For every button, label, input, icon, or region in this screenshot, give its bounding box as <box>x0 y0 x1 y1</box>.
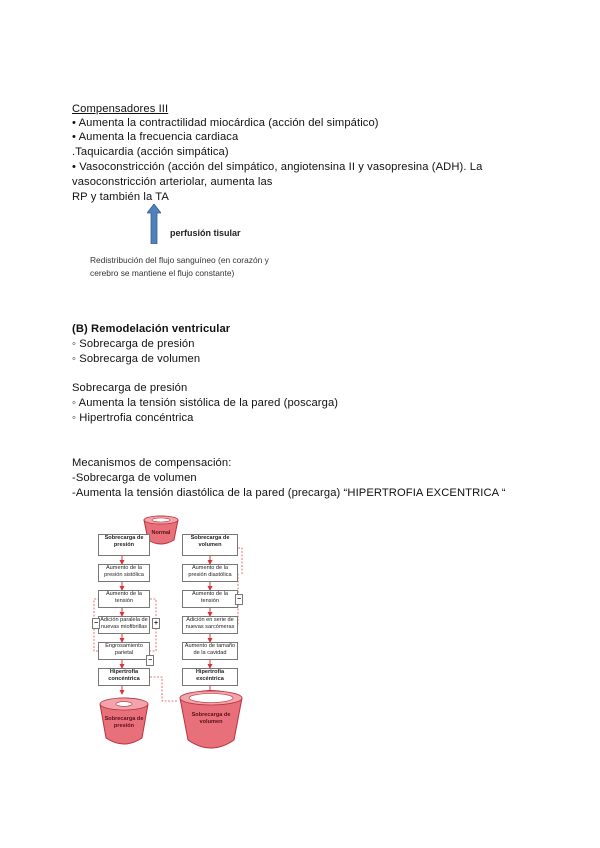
compensadores-line-6: RP y también la TA <box>72 191 169 203</box>
remodelacion-item-1: ◦ Sobrecarga de presión <box>72 338 195 350</box>
section-title-compensadores: Compensadores III <box>72 103 169 115</box>
hypertrophy-diagram <box>92 514 352 762</box>
box-left-6: Hipertrofia concéntrica <box>98 668 150 686</box>
presion-item-2: ◦ Hipertrofia concéntrica <box>72 412 194 424</box>
redistribution-text: Redistribución del flujo sanguíneo (en corazón y cerebro se mantiene el flujo constante) <box>90 255 269 278</box>
box-right-2: Aumento de la presión diastólica <box>182 564 238 582</box>
box-right-5: Aumento de tamaño de la cavidad <box>182 642 238 660</box>
pressure-heart-label: Sobrecarga de presión <box>104 716 144 729</box>
compensadores-line-1: • Aumenta la contractilidad miocárdica (acción del simpático) <box>72 117 379 129</box>
box-right-3: Aumento de la tensión <box>182 590 238 608</box>
minus-marker-right: − <box>236 596 242 603</box>
box-left-4: Adición paralela de nuevas miofibrillas <box>98 616 150 634</box>
box-left-1: Sobrecarga de presión <box>98 534 150 556</box>
compensadores-line-5: vasoconstricción arteriolar, aumenta las <box>72 176 273 188</box>
section-title-remodelacion: (B) Remodelación ventricular <box>72 323 231 335</box>
section-title-presion: Sobrecarga de presión <box>72 382 188 394</box>
minus-marker-left: − <box>93 620 99 627</box>
box-left-2: Aumento de la presión sistólica <box>98 564 150 582</box>
minus-marker-center: − <box>147 657 153 664</box>
up-arrow-icon <box>147 204 161 244</box>
normal-heart-label: Normal <box>151 530 171 536</box>
compensadores-line-3: .Taquicardia (acción simpática) <box>72 146 229 158</box>
mecanismos-item-2: -Aumenta la tensión diastólica de la pared (precarga) “HIPERTROFIA EXCENTRICA “ <box>72 487 506 499</box>
box-right-4: Adición en serie de nuevas sarcómeras <box>182 616 238 634</box>
perfusion-label: perfusión tisular <box>170 228 241 238</box>
box-right-6: Hipertrofia excéntrica <box>182 668 238 686</box>
volume-heart-label: Sobrecarga de volumen <box>191 712 231 725</box>
mecanismos-item-1: -Sobrecarga de volumen <box>72 472 197 484</box>
plus-marker-left: + <box>153 620 159 627</box>
remodelacion-item-2: ◦ Sobrecarga de volumen <box>72 353 201 365</box>
box-left-3: Aumento de la tensión <box>98 590 150 608</box>
compensadores-line-4: • Vasoconstricción (acción del simpático, angiotensina II y vasopresina (ADH). La <box>72 161 483 173</box>
presion-item-1: ◦ Aumenta la tensión sistólica de la pared (poscarga) <box>72 397 339 409</box>
box-left-5: Engrosamiento parietal <box>98 642 150 660</box>
section-title-mecanismos: Mecanismos de compensación: <box>72 457 232 469</box>
box-right-1: Sobrecarga de volumen <box>182 534 238 556</box>
compensadores-line-2: • Aumenta la frecuencia cardiaca <box>72 131 239 143</box>
